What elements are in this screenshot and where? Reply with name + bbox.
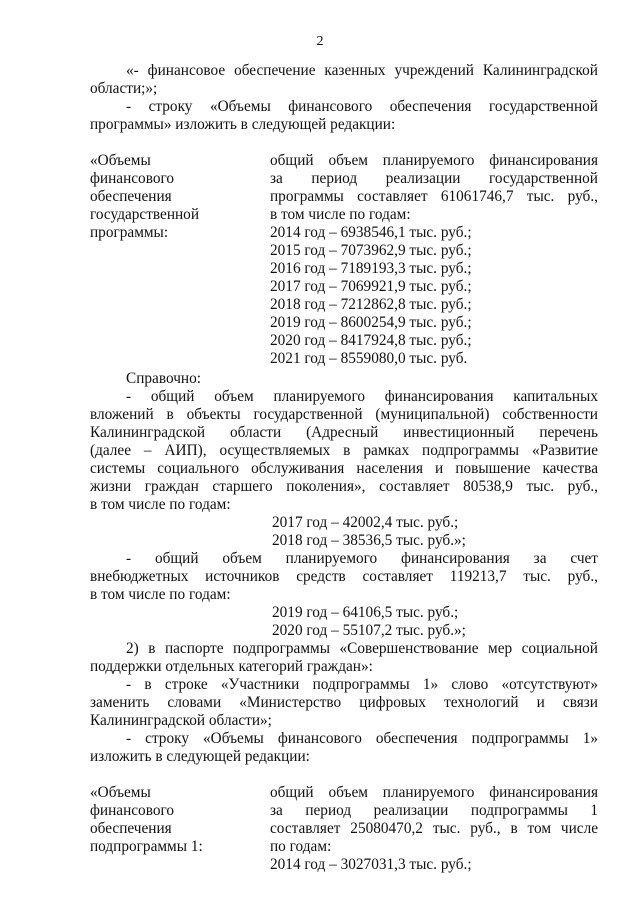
text-line: по годам: (270, 838, 332, 855)
funding-block-program (90, 152, 598, 368)
year-line: 2016 год – 7189193,3 тыс. руб.; (270, 260, 472, 277)
text-line: заменить словами «Министерство цифровых технологий и связи (90, 694, 598, 711)
text-line: 2) в паспорте подпрограммы «Совершенствование мер социальной (126, 640, 598, 657)
label-line: «Объемы (90, 784, 151, 801)
text-line: области;»; (90, 80, 158, 97)
label-line: «Объемы (90, 152, 151, 169)
funding-text (270, 784, 598, 874)
text-line: - строку «Объемы финансового обеспечения подпрограммы 1» (126, 730, 598, 747)
spacer (90, 766, 598, 784)
year-line: 2021 год – 8559080,0 тыс. руб. (270, 350, 468, 367)
funding-label (90, 784, 270, 874)
funding-text (270, 152, 598, 368)
year-line: 2018 год – 7212862,8 тыс. руб.; (270, 296, 472, 313)
text-line: - общий объем планируемого финансирования капитальных (126, 388, 598, 405)
text-line: «- финансовое обеспечение казенных учреждений Калининградской (126, 62, 598, 79)
label-line: программы: (90, 224, 169, 241)
year-line: 2018 год – 38536,5 тыс. руб.»; (272, 532, 466, 549)
text-line: общий объем планируемого финансирования (270, 152, 598, 169)
text-line: программы составляет 61061746,7 тыс. руб., (270, 188, 598, 205)
text-line: программы» изложить в следующей редакции: (90, 116, 396, 133)
year-line: 2017 год – 42002,4 тыс. руб.; (272, 514, 459, 531)
page-number: 2 (316, 34, 324, 49)
text-line: - общий объем планируемого финансирования за счет (126, 550, 598, 567)
text-line: вложений в объекты государственной (муниципальной) собственности (90, 406, 598, 423)
text-line: за период реализации государственной (270, 170, 598, 187)
year-line: 2017 год – 7069921,9 тыс. руб.; (270, 278, 472, 295)
spacer (90, 134, 598, 152)
text-line: в том числе по годам: (270, 206, 411, 223)
text-line: внебюджетных источников средств составляет 119213,7 тыс. руб., (90, 568, 598, 585)
text-line: в том числе по годам: (90, 496, 231, 513)
text-line: - в строке «Участники подпрограммы 1» слово «отсутствуют» (126, 676, 598, 693)
text-line: жизни граждан старшего поколения», составляет 80538,9 тыс. руб., (90, 478, 598, 495)
text-line: изложить в следующей редакции: (90, 748, 310, 765)
year-line: 2019 год – 64106,5 тыс. руб.; (272, 604, 459, 621)
text-line: общий объем планируемого финансирования (270, 784, 598, 801)
year-line: 2014 год – 6938546,1 тыс. руб.; (270, 224, 472, 241)
label-line: финансового (90, 170, 175, 187)
document-body (90, 62, 598, 874)
label-line: обеспечения (90, 188, 172, 205)
label-line: государственной (90, 206, 200, 223)
label-line: подпрограммы 1: (90, 838, 203, 855)
funding-label (90, 152, 270, 368)
text-line: в том числе по годам: (90, 586, 231, 603)
year-line: 2014 год – 3027031,3 тыс. руб.; (270, 856, 472, 873)
year-line: 2015 год – 7073962,9 тыс. руб.; (270, 242, 472, 259)
text-line: (далее – АИП), осуществляемых в рамках подпрограммы «Развитие (90, 442, 598, 459)
year-line: 2020 год – 55107,2 тыс. руб.»; (272, 622, 466, 639)
text-line: - строку «Объемы финансового обеспечения государственной (126, 98, 598, 115)
text-line: поддержки отдельных категорий граждан»: (90, 658, 373, 675)
text-line: составляет 25080470,2 тыс. руб., в том числе (270, 820, 598, 837)
text-line: за период реализации подпрограммы 1 (270, 802, 598, 819)
reference-heading: Справочно: (126, 370, 201, 387)
text-line: Калининградской области (Адресный инвестиционный перечень (90, 424, 598, 441)
year-line: 2019 год – 8600254,9 тыс. руб.; (270, 314, 472, 331)
label-line: финансового (90, 802, 175, 819)
label-line: обеспечения (90, 820, 172, 837)
text-line: системы социального обслуживания населения и повышение качества (90, 460, 598, 477)
funding-block-subprogram (90, 784, 598, 874)
year-line: 2020 год – 8417924,8 тыс. руб.; (270, 332, 472, 349)
text-line: Калининградской области»; (90, 712, 272, 729)
